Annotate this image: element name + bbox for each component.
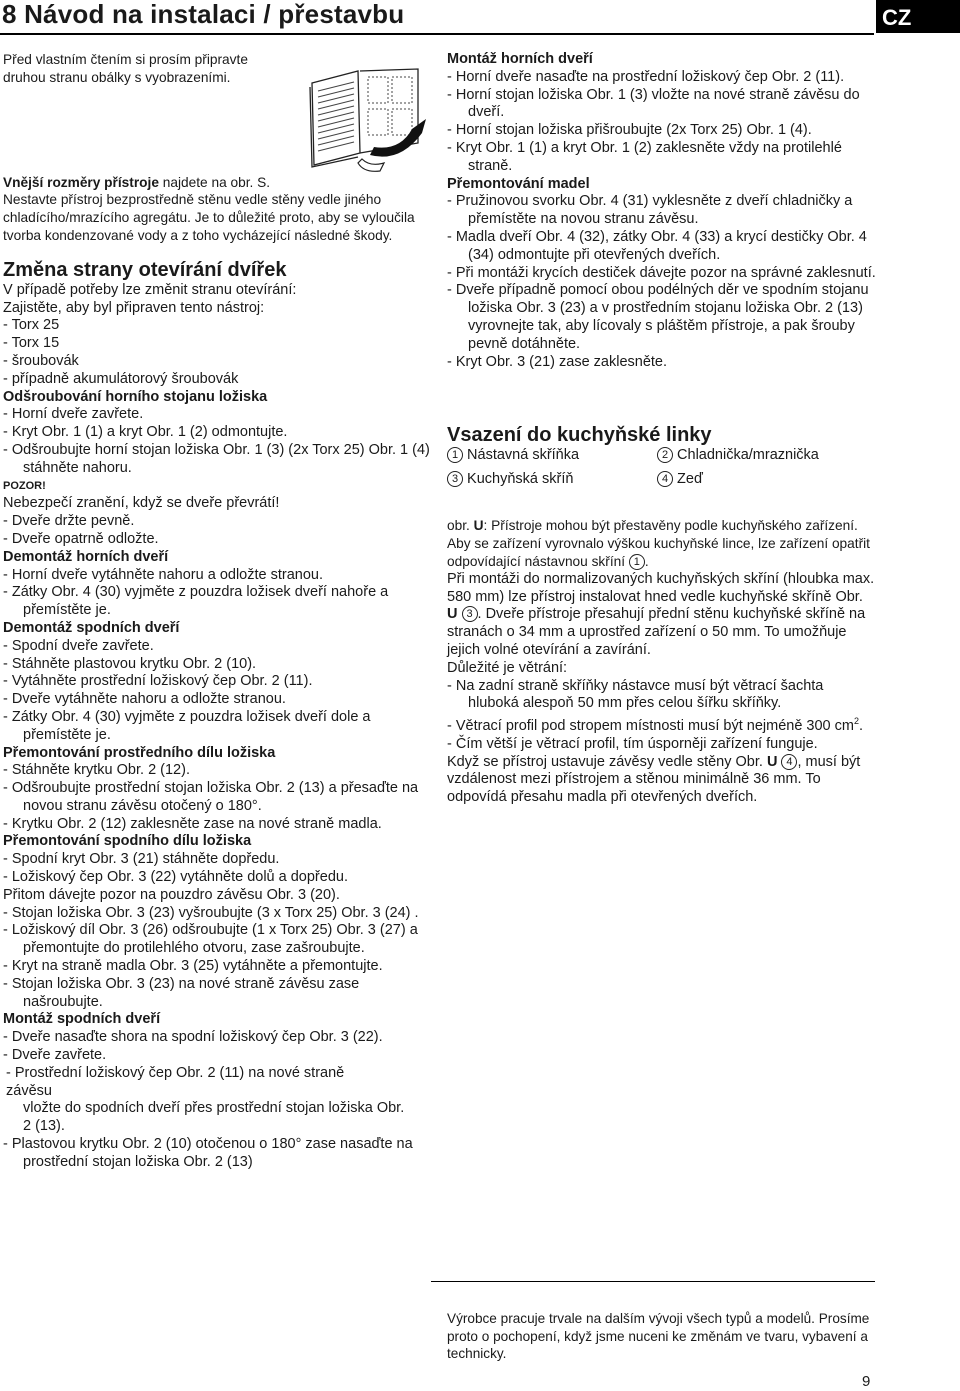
step-item: - Zátky Obr. 4 (30) vyjměte z pouzdra ložisek dveří dole a přemístěte je. [3, 708, 371, 743]
step-item: vložte do spodních dveří přes prostřední stojan ložiska Obr. 2 (13). [23, 1100, 405, 1135]
step-item: - Horní stojan ložiska přišroubujte (2x Torx 25) Obr. 1 (4). [447, 122, 812, 139]
step-item: - Zátky Obr. 4 (30) vyjměte z pouzdra ložisek dveří nahoře a přemístěte je. [3, 584, 389, 619]
number-circle: 2 [657, 447, 673, 463]
legend-item: 1 Nástavná skříňka [447, 447, 579, 465]
step-item: - Horní dveře zavřete. [3, 406, 144, 423]
step-item: - Horní dveře vytáhněte nahoru a odložte stranou. [3, 566, 323, 583]
step-item: - Ložiskový čep Obr. 3 (22) vytáhněte dolů a dopředu. [3, 869, 348, 886]
legend [447, 447, 877, 497]
page-number: 9 [862, 1373, 871, 1390]
step-item: - Ložiskový díl Obr. 3 (26) odšroubujte (1 x Torx 25) Obr. 3 (27) a přemontujte do protilehlého otvoru, zase zašroubujte. [3, 922, 418, 957]
step-item: - Dveře držte pevně. [3, 513, 135, 530]
intro-prepare: Před vlastním čtením si prosím připravte druhou stranu obálky s vyobrazeními. [3, 52, 248, 85]
tool-item: - Torx 25 [3, 317, 60, 334]
step-item: - Stáhněte krytku Obr. 2 (12). [3, 762, 190, 779]
step-item: - Krytku Obr. 2 (12) zaklesněte zase na nové straně madla. [3, 815, 382, 832]
legend-item: 3 Kuchyňská skříň [447, 471, 573, 489]
step-item: - Pružinovou svorku Obr. 4 (31) vyklesněte z dveří chladničky a přemístěte na novou stranu závěsu. [447, 193, 853, 228]
footer-rule [431, 1281, 875, 1282]
door-lead-2: Zajistěte, aby byl připraven tento nástroj: [3, 299, 265, 316]
left-column [3, 51, 431, 1172]
wall-paragraph: Když se přístroj ustavuje závěsy vedle stěny Obr. U 4 , musí být vzdálenost mezi přístrojem a stěnou minimálně 36 mm. To odpovídá přesahu madla při otevřených dveřích. [447, 753, 861, 806]
step-item: - Dveře opatrně odložte. [3, 530, 159, 547]
step-item: - Při montáži krycích destiček dávejte pozor na správné zaklesnutí. [447, 264, 876, 281]
step-item: - Kryt Obr. 1 (1) a kryt Obr. 1 (2) zaklesněte vždy na protilehlé straně. [447, 139, 842, 174]
step-item: - Dveře zavřete. [3, 1047, 107, 1064]
step-item: - Vytáhněte prostřední ložiskový čep Obr. 2 (11). [3, 673, 313, 690]
door-lead-1: V případě potřeby lze změnit stranu otevírání: [3, 281, 297, 298]
step-item: - Spodní kryt Obr. 3 (21) stáhněte dopředu. [3, 851, 280, 868]
number-circle: 3 [462, 606, 478, 622]
legend-item: 2 Chladnička/mraznička [657, 447, 819, 465]
section-title: Demontáž spodních dveří [3, 619, 180, 636]
tool-item: - Torx 15 [3, 335, 60, 352]
number-circle: 4 [781, 754, 797, 770]
number-circle: 1 [447, 447, 463, 463]
step-item: - Prostřední ložiskový čep Obr. 2 (11) na nové straně závěsu [6, 1064, 345, 1099]
vent-item: - Čím větší je větrací profil, tím úsporněji zařízení funguje. [447, 735, 818, 752]
vent-item: - Větrací profil pod stropem místnosti musí být nejméně 300 $cm^2$. [447, 716, 864, 734]
step-note: Přitom dávejte pozor na pouzdro závěsu Obr. 3 (20). [3, 886, 340, 903]
vent-title: Důležité je větrání: [447, 659, 568, 676]
tool-item: - šroubovák [3, 352, 79, 369]
section-title: Odšroubování horního stojanu ložiska [3, 388, 268, 405]
section-title: Montáž spodních dveří [3, 1011, 161, 1028]
tool-item: - případně akumulátorový šroubovák [3, 370, 239, 387]
vent-item: - Na zadní straně skříňky nástavce musí být větrací šachta hluboká alespoň 50 mm přes celou šířku skříňky. [447, 677, 824, 712]
step-item: - Horní stojan ložiska Obr. 1 (3) vložte na nové straně závěsu do dveří. [447, 86, 860, 121]
step-item: - Odšroubujte horní stojan ložiska Obr. 1 (3) (2x Torx 25) Obr. 1 (4) stáhněte nahoru. [3, 441, 430, 476]
intro-dimensions: Vnější rozměry přístroje najdete na obr. S. [3, 174, 271, 190]
section-title: Přemontování prostředního dílu ložiska [3, 744, 276, 761]
section-title: Přemontování spodního dílu ložiska [3, 833, 252, 850]
step-item: - Stojan ložiska Obr. 3 (23) na nové straně závěsu zase našroubujte. [3, 975, 360, 1010]
legend-item: 4 Zeď [657, 471, 703, 489]
section-title: Přemontování madel [447, 175, 590, 192]
door-heading: Změna strany otevírání dvířek [3, 258, 287, 281]
warning-label: POZOR! [3, 479, 46, 492]
number-circle: 1 [629, 554, 645, 570]
step-item: - Kryt Obr. 3 (21) zase zaklesněte. [447, 353, 668, 370]
step-item: - Kryt Obr. 1 (1) a kryt Obr. 1 (2) odmontujte. [3, 424, 288, 441]
intro-placement: Nestavte přístroj bezprostředně stěnu vedle stěny vedle jiného chladícího/mrazícího agregátu. Je to důležité proto, aby se vyloučila tvorba kondenzované vody a z toho vycházející následné škody. [3, 192, 415, 243]
warning-text: Nebezpečí zranění, když se dveře převrátí! [3, 495, 280, 512]
step-item: - Plastovou krytku Obr. 2 (10) otočenou o 180° zase nasaďte na prostřední stojan ložiska Obr. 2 (13) [3, 1136, 413, 1170]
footer-note: Výrobce pracuje trvale na dalším vývoji všech typů a modelů. Prosíme proto o pochopení, když jsme nuceni ke změnám ve tvaru, vybavení a technicky. [447, 1311, 870, 1361]
step-item: - Dveře nasaďte shora na spodní ložiskový čep Obr. 3 (22). [3, 1029, 383, 1046]
page-header [0, 0, 874, 35]
step-item: - Dveře vytáhněte nahoru a odložte stranou. [3, 691, 286, 708]
step-item: - Spodní dveře zavřete. [3, 637, 154, 654]
obr-u-paragraph: obr. U: Přístroje mohou být přestavěny podle kuchyňského zařízení. Aby se zařízení vyrovnalo výškou kuchyňské lince, lze zařízení opatřit odpovídající nástavnou skříní 1 . [447, 518, 870, 569]
number-circle: 3 [447, 471, 463, 487]
kitchen-heading: Vsazení do kuchyňské linky [447, 424, 712, 447]
number-circle: 4 [657, 471, 673, 487]
step-item: - Madla dveří Obr. 4 (32), zátky Obr. 4 (33) a krycí destičky Obr. 4 (34) odmontujte při otevřených dveřích. [447, 228, 867, 263]
step-item: - Odšroubujte prostřední stojan ložiska Obr. 2 (13) a přesaďte na novou stranu závěsu otočený o 180°. [3, 780, 419, 814]
step-item: - Horní dveře nasaďte na prostřední ložiskový čep Obr. 2 (11). [447, 68, 845, 85]
page-title: 8 Návod na instalaci / přestavbu [2, 0, 405, 29]
step-item: - Stáhněte plastovou krytku Obr. 2 (10). [3, 655, 257, 672]
section-title: Demontáž horních dveří [3, 548, 169, 565]
language-badge: CZ [876, 0, 960, 33]
step-item: - Dveře případně pomocí obou podélných děr ve spodním stojanu ložiska Obr. 3 (23) a v prostředním stojanu ložiska Obr. 2 (13) vyrovnejte tak, aby lícovaly s pláštěm přístroje, a pak šrouby pevně dotáhněte. [447, 282, 869, 352]
right-column [447, 51, 877, 807]
section-title: Montáž horních dveří [447, 51, 593, 67]
step-item: - Stojan ložiska Obr. 3 (23) vyšroubujte (3 x Torx 25) Obr. 3 (24) . [3, 904, 419, 921]
step-item: - Kryt na straně madla Obr. 3 (25) vytáhněte a přemontujte. [3, 958, 383, 975]
max-paragraph: Při montáži do normalizovaných kuchyňských skříní (hloubka max. 580 mm) lze přístroj instalovat hned vedle kuchyňské skříně Obr. U 3 . Dveře přístroje přesahují přední stěnu kuchyňské skříně na stranách o 34 mm a uprostřed zařízení o 50 mm. To umožňuje jejich volné otevírání a zavírání. [447, 570, 875, 658]
